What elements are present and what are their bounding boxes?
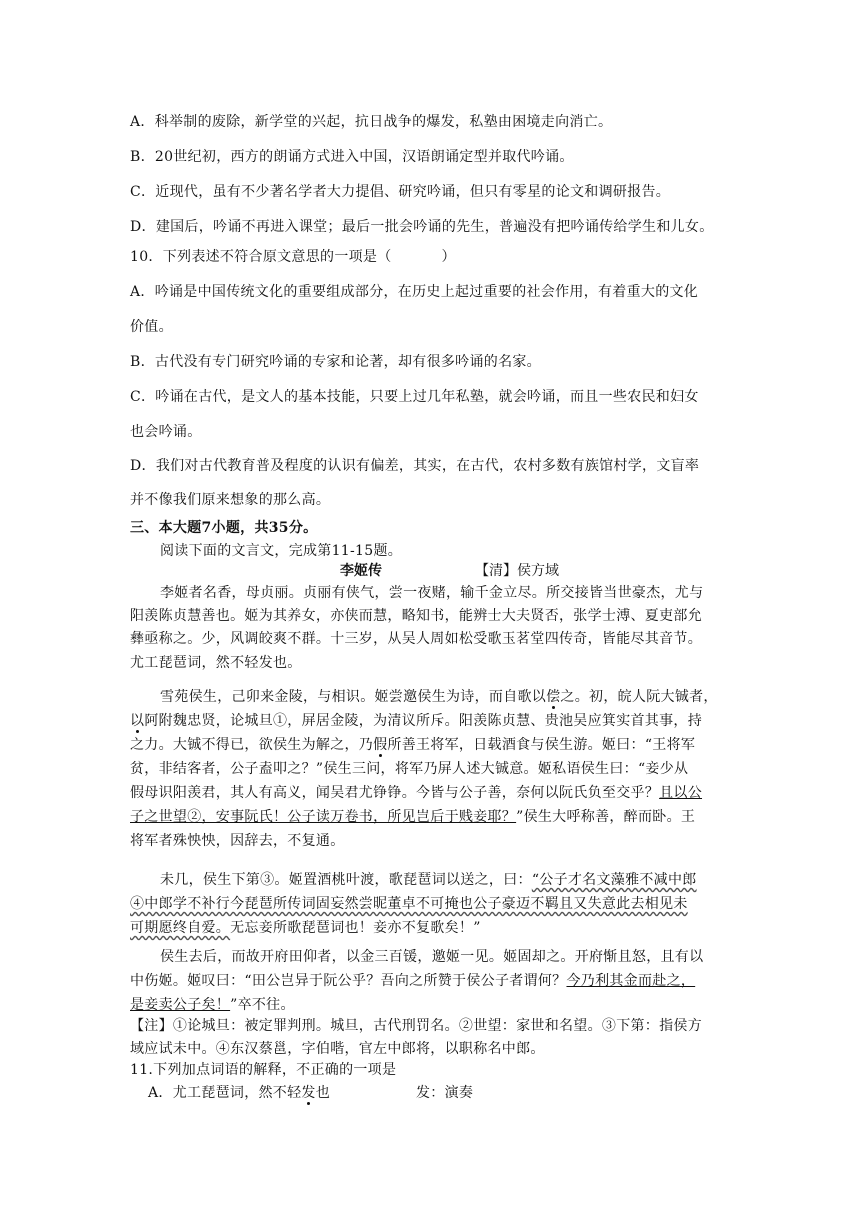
passage-author: 【清】侯方域 bbox=[475, 563, 559, 579]
section-heading: 三、本大题7小题，共35分。 bbox=[130, 520, 318, 536]
passage-p2-line1: 雪苑侯生，己卯来金陵，与相识。姬尝邀侯生为诗，而自歌以偿之。初，皖人阮大铖者， bbox=[160, 689, 718, 705]
dotted-word-fa: 发 bbox=[301, 1085, 316, 1101]
passage-p2-line2: 以阿附魏忠贤，论城旦①，屏居金陵，为清议所斥。阳羡陈贞慧、贵池吴应箕实首其事，持 bbox=[130, 713, 703, 729]
passage-p3-line2 bbox=[130, 894, 730, 914]
q10-option-b: B．古代没有专门研究吟诵的专家和论著，却有很多吟诵的名家。 bbox=[130, 354, 541, 370]
underlined-sentence-1b: 子之世望②，安事阮氏！公子读万卷书，所见岂后于贱妾耶？ bbox=[130, 809, 517, 825]
q9-option-c: C．近现代，虽有不少著名学者大力提倡、研究吟诵，但只有零星的论文和调研报告。 bbox=[130, 184, 671, 200]
passage-p2-line7: 将军者殊怏怏，因辞去，不复通。 bbox=[130, 833, 345, 849]
passage-p2-line6: 子之世望②，安事阮氏！公子读万卷书，所见岂后于贱妾耶？”侯生大呼称善，醉而卧。王 bbox=[130, 809, 696, 825]
q10-option-c-line1: C．吟诵在古代，是文人的基本技能，只要上过几年私塾，就会吟诵，而且一些农民和妇女 bbox=[130, 389, 699, 405]
passage-p1-line3: 彝亟称之。少，风调皎爽不群。十三岁，从吴人周如松受歌玉茗堂四传奇，皆能尽其音节。 bbox=[130, 631, 702, 647]
passage-p4-line2: 中伤姬。姬叹曰：“田公岂异于阮公乎？吾向之所赞于侯公子者谓何？今乃利其金而赴之， bbox=[130, 973, 696, 989]
section-instruction: 阅读下面的文言文，完成第11-15题。 bbox=[160, 543, 403, 559]
underlined-sentence-1a: 且以公 bbox=[659, 785, 703, 801]
passage-title: 李姬传 bbox=[340, 563, 382, 579]
passage-p2-line4: 贫，非结客者，公子盍叩之？”侯生三问，将军乃屏人述大铖意。姬私语侯生曰：“妾少从 bbox=[130, 761, 689, 777]
q10-option-c-line2: 也会吟诵。 bbox=[130, 424, 202, 440]
passage-p2-line3: 之力。大铖不得已，欲侯生为解之，乃假所善王将军，日载酒食与侯生游。姬曰：“王将军 bbox=[130, 737, 696, 753]
q10-option-a-line2: 价值。 bbox=[130, 319, 173, 335]
passage-p3-line1: 未几，侯生下第③。姬置酒桃叶渡，歌琵琶词以送之，曰：“公子才名文藻雅不减中郎 bbox=[160, 872, 697, 888]
q10-option-d-line2: 并不像我们原来想象的那么高。 bbox=[130, 492, 331, 508]
dotted-word-chang: 偿 bbox=[546, 689, 561, 705]
passage-p3-line3: 可期愿终自爱。无忘妾所歌琵琶词也！妾亦不复歌矣！” bbox=[130, 920, 481, 936]
q9-option-b: B．20世纪初，西方的朗诵方式进入中国，汉语朗诵定型并取代吟诵。 bbox=[130, 149, 574, 165]
note-line2: 域应试未中。④东汉蔡邕，字伯喈，官左中郎将，以职称名中郎。 bbox=[130, 1041, 545, 1057]
passage-p1-line2: 阳羡陈贞慧善也。姬为其养女，亦侠而慧，略知书，能辨士大夫贤否，张学士溥、夏吏部允 bbox=[130, 608, 702, 624]
q11-option-a: A．尤工琵琶词，然不轻发也 bbox=[148, 1085, 331, 1101]
wavy-sentence-a: “公子才名文藻雅不减中郎 bbox=[531, 872, 697, 888]
passage-p2-line5: 假母识阳羡君，其人有高义，闻吴君尤铮铮。今皆与公子善，奈何以阮氏负至交乎？且以公 bbox=[130, 785, 703, 801]
passage-p1-line4: 尤工琵琶词，然不轻发也。 bbox=[130, 655, 302, 671]
q9-option-a: A．科举制的废除，新学堂的兴起，抗日战争的爆发，私塾由困境走向消亡。 bbox=[130, 114, 613, 130]
q11-stem: 11.下列加点词语的解释，不正确的一项是 bbox=[130, 1062, 397, 1078]
dotted-word-yi: 以 bbox=[130, 713, 145, 729]
passage-p1-line1: 李姬者名香，母贞丽。贞丽有侠气，尝一夜赌，输千金立尽。所交接皆当世豪杰，尤与 bbox=[160, 585, 704, 601]
q11-option-a-gloss: 发：演奏 bbox=[416, 1085, 474, 1101]
q10-option-d-line1: D．我们对古代教育普及程度的认识有偏差，其实，在古代，农村多数有族馆村学，文盲率 bbox=[130, 458, 700, 474]
q10-stem: 10．下列表述不符合原文意思的一项是（ ） bbox=[130, 249, 456, 265]
dotted-word-jia: 假 bbox=[373, 737, 388, 753]
wavy-sentence-c: 可期愿终自爱。 bbox=[130, 920, 231, 936]
wavy-sentence-b: ④中郎学不补行今琵琶所传词固妄然尝昵董卓不可掩也公子豪迈不羁且又失意此去相见未 bbox=[130, 896, 688, 912]
underlined-sentence-2b: 是妾卖公子矣！ bbox=[130, 997, 231, 1013]
q10-option-a-line1: A．吟诵是中国传统文化的重要组成部分，在历史上起过重要的社会作用，有着重大的文化 bbox=[130, 284, 699, 300]
note-line1: 【注】①论城旦：被定罪判刑。城旦，古代刑罚名。②世望：家世和名望。③下第：指侯方 bbox=[130, 1018, 702, 1034]
underlined-sentence-2a: 今乃利其金而赴之， bbox=[566, 973, 696, 989]
passage-p4-line1: 侯生去后，而故开府田仰者，以金三百锾，邀姬一见。姬固却之。开府惭且怒，且有以 bbox=[160, 949, 704, 965]
passage-p4-line3: 是妾卖公子矣！”卒不往。 bbox=[130, 997, 295, 1013]
q9-option-d: D．建国后，吟诵不再进入课堂；最后一批会吟诵的先生，普遍没有把吟诵传给学生和儿女。 bbox=[130, 219, 714, 235]
